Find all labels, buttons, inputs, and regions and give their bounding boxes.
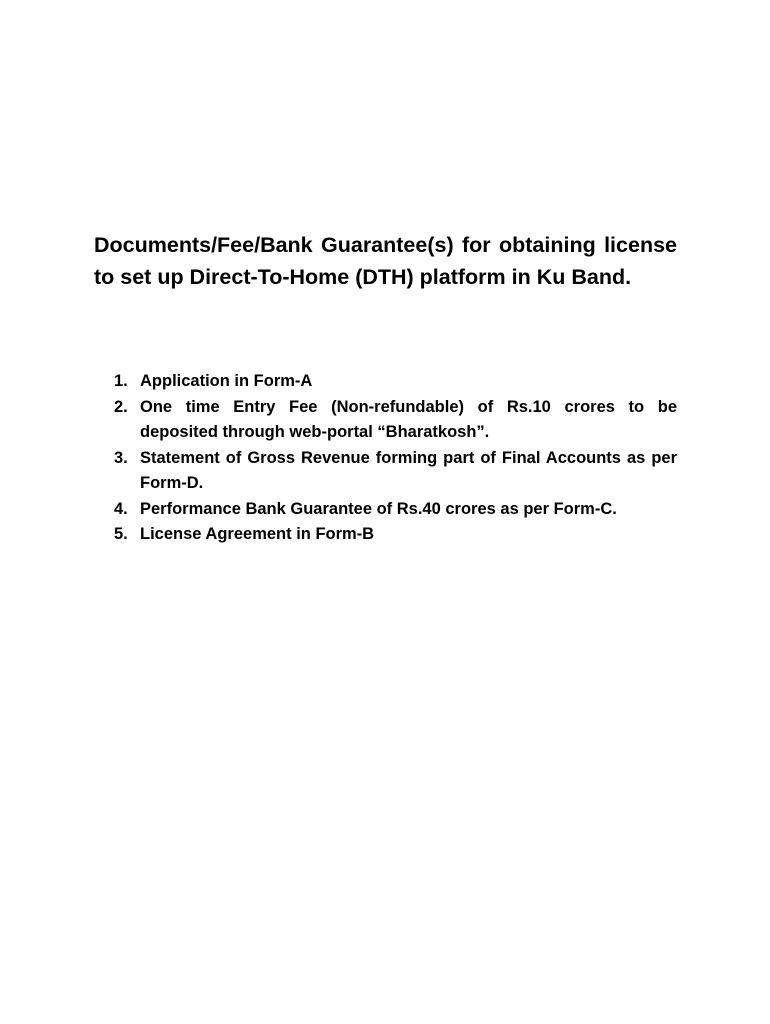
list-item [114, 497, 677, 523]
list-item-number: 4. [114, 499, 128, 518]
list-item-text: Application in Form-A [140, 372, 313, 390]
list-item [114, 369, 677, 395]
list-item [114, 446, 677, 497]
list-item-text: Performance Bank Guarantee of Rs.40 crores as per Form-C. [140, 499, 617, 518]
list-item [114, 395, 677, 446]
list-item-number: 2. [114, 397, 128, 416]
list-item-text: Statement of Gross Revenue forming part of Final Accounts as per Form-D. [140, 448, 677, 492]
requirements-list [114, 369, 677, 548]
list-item-number: 1. [114, 372, 128, 390]
list-item-text: License Agreement in Form-B [140, 525, 375, 543]
list-item-text: One time Entry Fee (Non-refundable) of Rs.10 crores to be deposited through web-portal “Bharatkosh”. [140, 397, 677, 441]
document-title: Documents/Fee/Bank Guarantee(s) for obtaining license to set up Direct-To-Home (DTH) platform in Ku Band. [94, 233, 677, 289]
list-item [114, 522, 677, 548]
list-item-number: 3. [114, 448, 128, 467]
list-item-number: 5. [114, 525, 128, 543]
